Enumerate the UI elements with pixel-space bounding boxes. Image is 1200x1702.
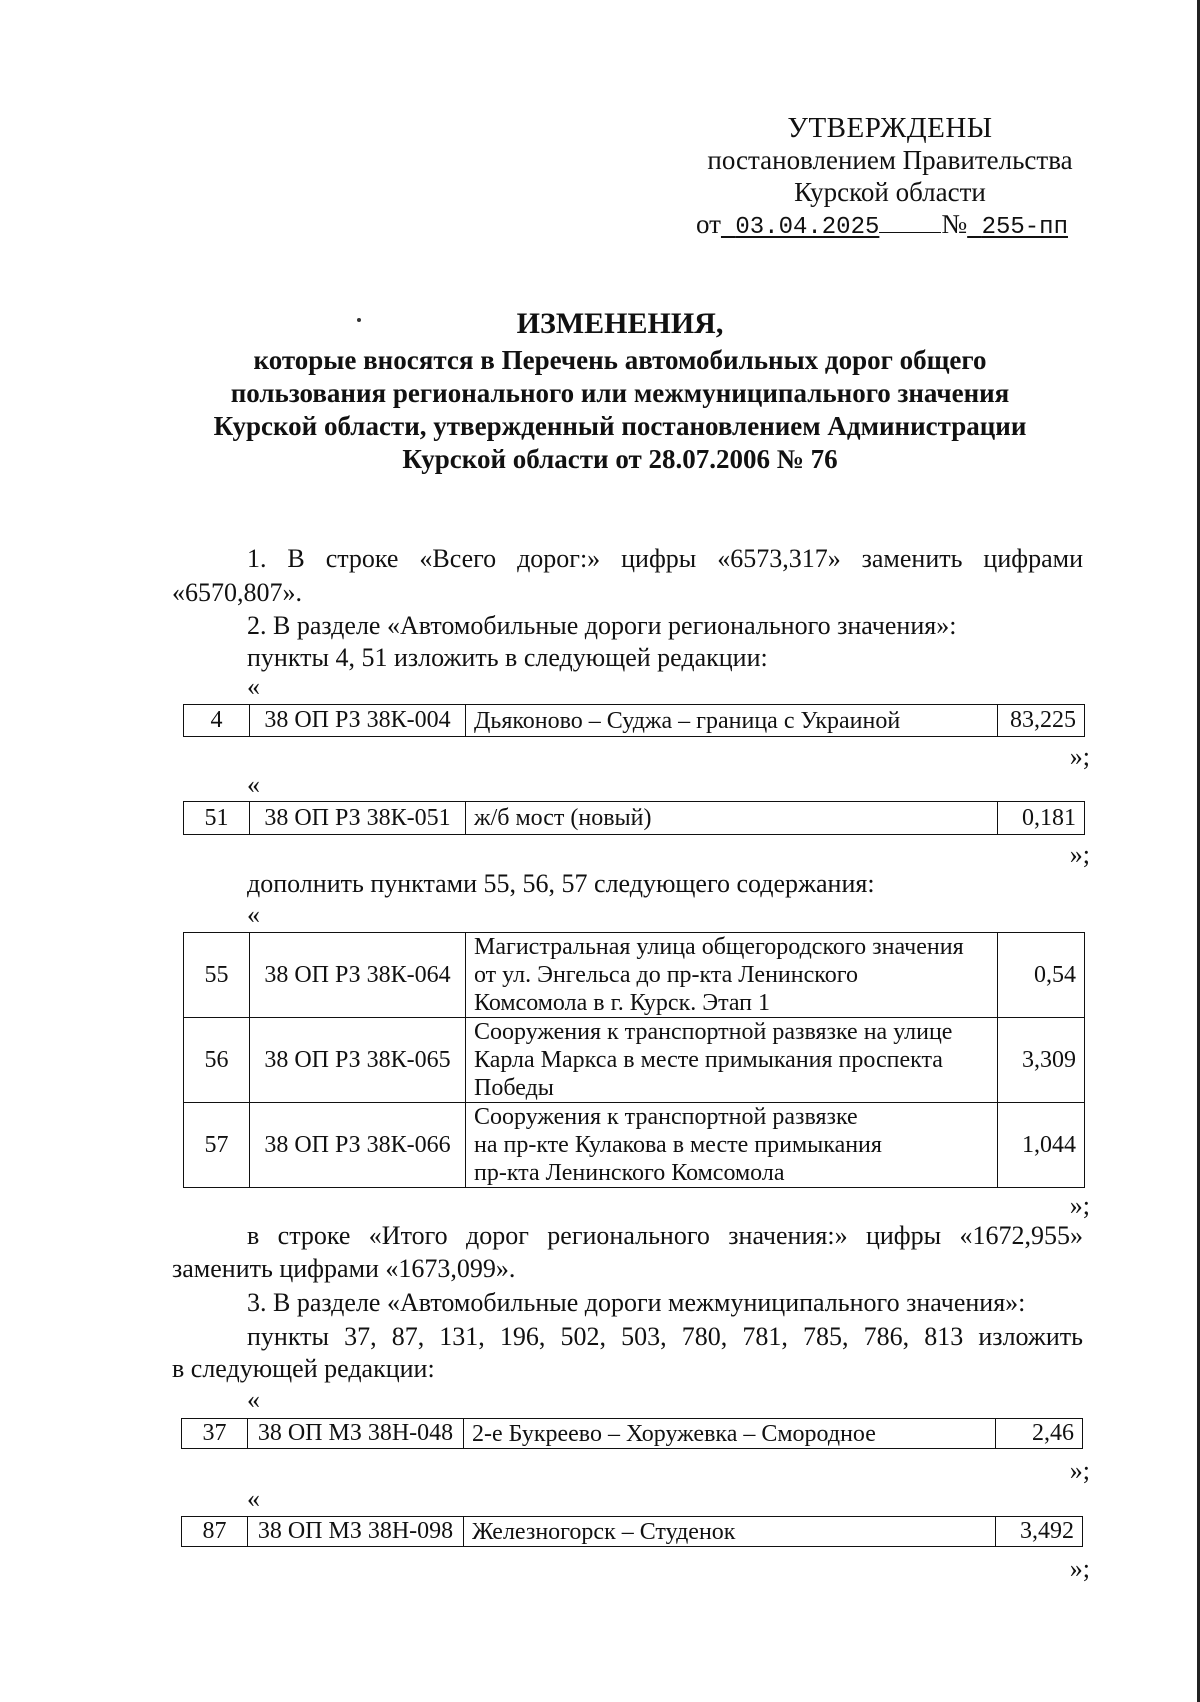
table-row <box>184 933 1085 1018</box>
cell-code: 38 ОП РЗ 38К-004 <box>250 705 466 737</box>
cell-num: 57 <box>184 1103 250 1188</box>
name-line: Магистральная улица общегородского значения <box>474 934 964 960</box>
title-line-4: Курской области от 28.07.2006 № 76 <box>402 444 838 474</box>
approval-number: 255-пп <box>981 214 1068 241</box>
approval-date: 03.04.2025 <box>735 214 880 241</box>
cell-length: 1,044 <box>998 1103 1085 1188</box>
para3-line2: пункты 37, 87, 131, 196, 502, 503, 780, 781, 785, 786, 813 изложить <box>247 1322 1083 1351</box>
table-row-51 <box>183 801 1085 835</box>
table-row <box>182 1517 1083 1547</box>
para2-line2: пункты 4, 51 изложить в следующей редакции: <box>247 643 768 672</box>
cell-code: 38 ОП РЗ 38К-066 <box>250 1103 466 1188</box>
table-row <box>184 705 1085 737</box>
quote-close: »; <box>1069 1191 1090 1220</box>
cell-name <box>466 1018 998 1103</box>
approval-line-2: Курской области <box>794 177 986 207</box>
cell-name: Железногорск – Студенок <box>464 1517 996 1547</box>
para-total-line2: заменить цифрами «1673,099». <box>172 1254 516 1283</box>
cell-name <box>466 1103 998 1188</box>
cell-length: 83,225 <box>998 705 1085 737</box>
cell-code: 38 ОП РЗ 38К-064 <box>250 933 466 1018</box>
cell-num: 51 <box>184 802 250 835</box>
cell-length: 0,181 <box>998 802 1085 835</box>
approval-block <box>690 112 1090 244</box>
title-line-2: пользования регионального или межмуниципального значения <box>230 378 1010 408</box>
title-heading: ИЗМЕНЕНИЯ, <box>516 307 724 340</box>
para3-line3: в следующей редакции: <box>172 1354 435 1383</box>
cell-num: 37 <box>182 1419 248 1449</box>
name-line: Победы <box>474 1075 554 1101</box>
name-line: Комсомола в г. Курск. Этап 1 <box>474 990 771 1016</box>
approval-title: УТВЕРЖДЕНЫ <box>787 112 993 144</box>
cell-name: Дьяконово – Суджа – граница с Украиной <box>466 705 998 737</box>
table-row-37 <box>181 1418 1083 1449</box>
cell-name: 2-е Букреево – Хоружевка – Смородное <box>464 1419 996 1449</box>
quote-open: « <box>247 1484 260 1513</box>
table-row <box>182 1419 1083 1449</box>
cell-name <box>466 933 998 1018</box>
cell-length: 0,54 <box>998 933 1085 1018</box>
table-row <box>184 802 1085 835</box>
para3-line1: 3. В разделе «Автомобильные дороги межмуниципального значения»: <box>247 1288 1026 1317</box>
cell-num: 55 <box>184 933 250 1018</box>
cell-code: 38 ОП МЗ 38Н-098 <box>248 1517 464 1547</box>
table-row-4 <box>183 704 1085 737</box>
table-row <box>184 1103 1085 1188</box>
quote-close: »; <box>1069 840 1090 869</box>
table-row <box>184 1018 1085 1103</box>
cell-num: 56 <box>184 1018 250 1103</box>
quote-close: »; <box>1069 1554 1090 1583</box>
approval-line-1: постановлением Правительства <box>707 145 1073 175</box>
quote-close: »; <box>1069 742 1090 771</box>
cell-code: 38 ОП РЗ 38К-065 <box>250 1018 466 1103</box>
date-prefix: от <box>696 209 721 239</box>
cell-code: 38 ОП РЗ 38К-051 <box>250 802 466 835</box>
document-title <box>190 307 1050 476</box>
para1-line1: 1. В строке «Всего дорог:» цифры «6573,317» заменить цифрами <box>247 544 1083 573</box>
cell-code: 38 ОП МЗ 38Н-048 <box>248 1419 464 1449</box>
name-line: от ул. Энгельса до пр-кта Ленинского <box>474 962 858 988</box>
quote-close: »; <box>1069 1456 1090 1485</box>
para1-line2: «6570,807». <box>172 578 302 607</box>
table-row-87 <box>181 1516 1083 1547</box>
approval-date-line <box>690 208 1090 244</box>
para-add: дополнить пунктами 55, 56, 57 следующего содержания: <box>247 869 875 898</box>
cell-num: 87 <box>182 1517 248 1547</box>
quote-open: « <box>247 770 260 799</box>
title-line-1: которые вносятся в Перечень автомобильных дорог общего <box>253 345 987 375</box>
cell-length: 3,492 <box>996 1517 1083 1547</box>
quote-open: « <box>247 1385 260 1414</box>
para-total-line1: в строке «Итого дорог регионального значения:» цифры «1672,955» <box>247 1221 1083 1250</box>
name-line: пр-кта Ленинского Комсомола <box>474 1160 785 1186</box>
para2-line1: 2. В разделе «Автомобильные дороги регионального значения»: <box>247 611 957 640</box>
quote-open: « <box>247 672 260 701</box>
number-prefix: № <box>941 209 968 239</box>
name-line: Сооружения к транспортной развязке на улице <box>474 1019 953 1045</box>
name-line: на пр-кте Кулакова в месте примыкания <box>474 1132 882 1158</box>
name-line: Сооружения к транспортной развязке <box>474 1104 858 1130</box>
cell-name: ж/б мост (новый) <box>466 802 998 835</box>
title-line-3: Курской области, утвержденный постановлением Администрации <box>213 411 1027 441</box>
date-underline <box>879 210 941 233</box>
quote-open: « <box>247 900 260 929</box>
cell-num: 4 <box>184 705 250 737</box>
table-add <box>183 932 1085 1188</box>
name-line: Карла Маркса в месте примыкания проспекта <box>474 1047 943 1073</box>
cell-length: 2,46 <box>996 1419 1083 1449</box>
cell-length: 3,309 <box>998 1018 1085 1103</box>
